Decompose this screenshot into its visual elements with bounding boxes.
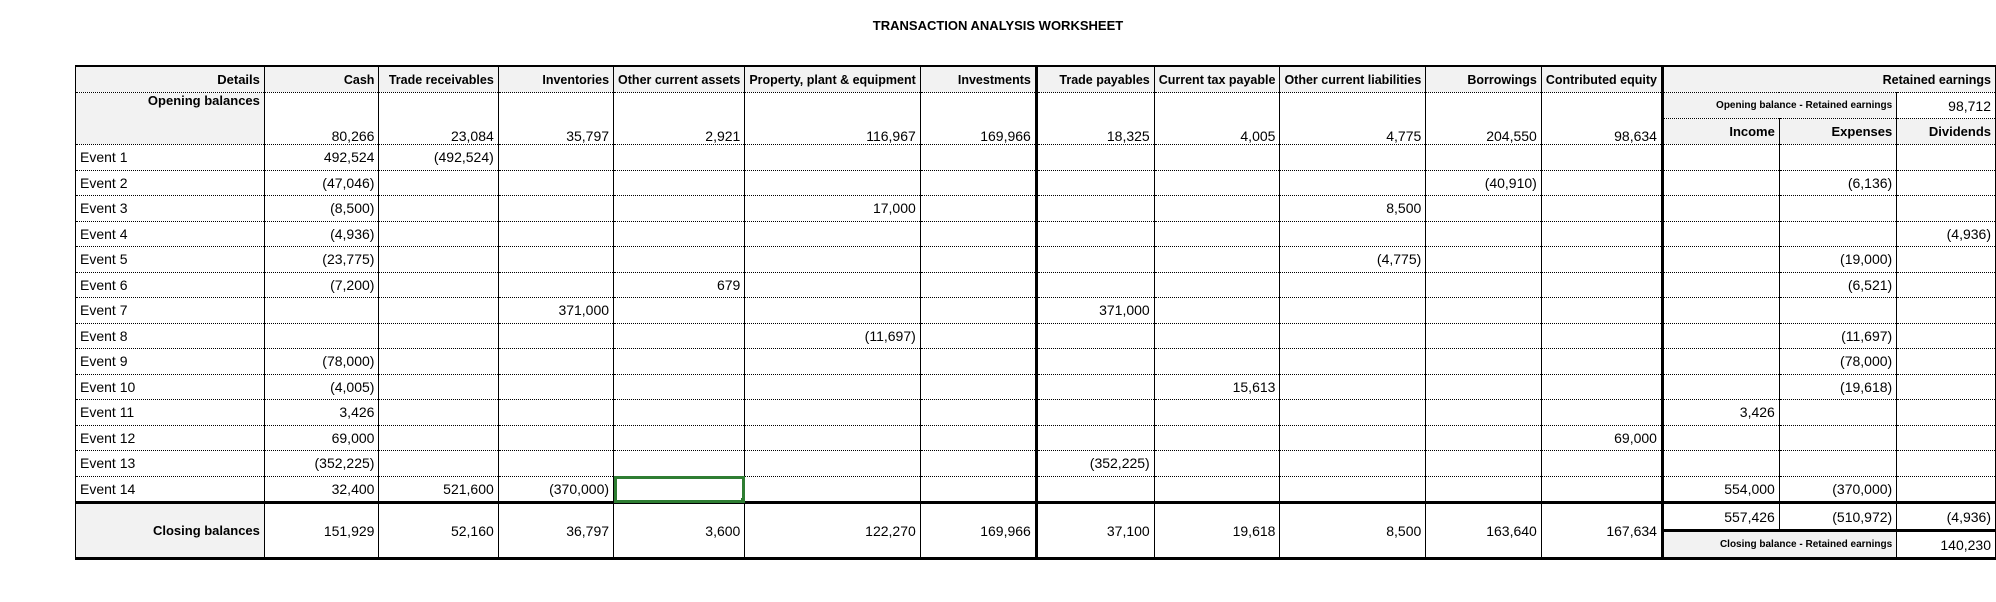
- event-cell[interactable]: [1154, 170, 1280, 196]
- event-cell[interactable]: (78,000): [1779, 349, 1896, 375]
- event-cell[interactable]: (370,000): [1779, 476, 1896, 503]
- event-cell[interactable]: [745, 298, 920, 324]
- header-column[interactable]: Trade payables: [1036, 66, 1154, 93]
- table-row: [76, 323, 1996, 349]
- event-cell[interactable]: [379, 247, 498, 273]
- event-cell[interactable]: [498, 170, 613, 196]
- event-cell[interactable]: [1662, 349, 1779, 375]
- retained-sub-header[interactable]: Dividends: [1897, 119, 1996, 145]
- closing-re-label[interactable]: Closing balance - Retained earnings: [1662, 531, 1896, 559]
- opening-value[interactable]: 35,797: [498, 93, 613, 145]
- event-cell[interactable]: (6,136): [1779, 170, 1896, 196]
- event-label[interactable]: Event 6: [76, 272, 265, 298]
- worksheet-title: TRANSACTION ANALYSIS WORKSHEET: [872, 18, 1124, 33]
- event-cell[interactable]: [1280, 221, 1426, 247]
- closing-value[interactable]: 36,797: [498, 503, 613, 559]
- header-column[interactable]: Cash: [264, 66, 379, 93]
- event-cell[interactable]: 554,000: [1662, 476, 1779, 503]
- event-cell[interactable]: [920, 221, 1036, 247]
- event-cell[interactable]: [1541, 400, 1662, 426]
- event-cell[interactable]: [614, 145, 745, 171]
- event-cell[interactable]: [745, 374, 920, 400]
- event-cell[interactable]: [1154, 145, 1280, 171]
- event-cell[interactable]: [1779, 425, 1896, 451]
- event-cell[interactable]: [920, 451, 1036, 477]
- event-cell[interactable]: [614, 349, 745, 375]
- event-label[interactable]: Event 10: [76, 374, 265, 400]
- event-cell[interactable]: [1541, 374, 1662, 400]
- header-details[interactable]: Details: [76, 66, 265, 93]
- event-cell[interactable]: [745, 145, 920, 171]
- header-column[interactable]: Other current assets: [614, 66, 745, 93]
- opening-value[interactable]: 204,550: [1426, 93, 1542, 145]
- header-column[interactable]: Other current liabilities: [1280, 66, 1426, 93]
- event-cell[interactable]: (352,225): [264, 451, 379, 477]
- event-cell[interactable]: [1036, 323, 1154, 349]
- event-cell[interactable]: [920, 374, 1036, 400]
- table-row: [76, 349, 1996, 375]
- table-row: [76, 476, 1996, 503]
- event-cell[interactable]: [745, 221, 920, 247]
- event-cell[interactable]: [745, 451, 920, 477]
- event-cell[interactable]: [920, 476, 1036, 503]
- event-cell[interactable]: [1036, 196, 1154, 222]
- event-cell[interactable]: [498, 221, 613, 247]
- event-cell[interactable]: [1280, 272, 1426, 298]
- event-cell[interactable]: [1662, 425, 1779, 451]
- event-cell[interactable]: [1154, 323, 1280, 349]
- event-cell[interactable]: [379, 374, 498, 400]
- event-cell[interactable]: [1662, 323, 1779, 349]
- event-cell[interactable]: [1280, 400, 1426, 426]
- event-cell[interactable]: [1541, 272, 1662, 298]
- event-cell[interactable]: [1426, 349, 1542, 375]
- event-cell[interactable]: 8,500: [1280, 196, 1426, 222]
- event-cell[interactable]: [1662, 272, 1779, 298]
- table-row: [76, 425, 1996, 451]
- event-cell[interactable]: (4,936): [264, 221, 379, 247]
- event-cell[interactable]: [1036, 145, 1154, 171]
- event-cell[interactable]: [379, 170, 498, 196]
- event-cell[interactable]: [1897, 349, 1996, 375]
- event-cell[interactable]: [1426, 476, 1542, 503]
- retained-total[interactable]: (510,972): [1779, 503, 1896, 531]
- event-cell[interactable]: [1426, 298, 1542, 324]
- event-cell[interactable]: [614, 323, 745, 349]
- event-label[interactable]: Event 7: [76, 298, 265, 324]
- event-cell[interactable]: [1897, 145, 1996, 171]
- event-cell[interactable]: [1036, 170, 1154, 196]
- header-column[interactable]: Investments: [920, 66, 1036, 93]
- event-cell[interactable]: [920, 349, 1036, 375]
- event-cell[interactable]: [614, 374, 745, 400]
- table-row: [76, 247, 1996, 273]
- closing-value[interactable]: 151,929: [264, 503, 379, 559]
- header-column[interactable]: Current tax payable: [1154, 66, 1280, 93]
- closing-value[interactable]: 52,160: [379, 503, 498, 559]
- event-cell[interactable]: [745, 476, 920, 503]
- event-cell[interactable]: [1897, 374, 1996, 400]
- event-cell[interactable]: [920, 323, 1036, 349]
- closing-balances-label[interactable]: Closing balances: [76, 503, 265, 559]
- event-cell[interactable]: [1154, 196, 1280, 222]
- event-cell[interactable]: [379, 400, 498, 426]
- retained-total[interactable]: (4,936): [1897, 503, 1996, 531]
- closing-value[interactable]: 3,600: [614, 503, 745, 559]
- event-label[interactable]: Event 9: [76, 349, 265, 375]
- event-label[interactable]: Event 4: [76, 221, 265, 247]
- event-cell[interactable]: [498, 349, 613, 375]
- event-cell[interactable]: [379, 349, 498, 375]
- event-label[interactable]: Event 2: [76, 170, 265, 196]
- event-cell[interactable]: [1779, 221, 1896, 247]
- event-label[interactable]: Event 8: [76, 323, 265, 349]
- event-cell[interactable]: [1897, 476, 1996, 503]
- event-cell[interactable]: [1779, 298, 1896, 324]
- event-cell[interactable]: [1541, 323, 1662, 349]
- event-cell[interactable]: [1426, 400, 1542, 426]
- event-cell[interactable]: [1154, 476, 1280, 503]
- event-cell[interactable]: (40,910): [1426, 170, 1542, 196]
- event-label[interactable]: Event 3: [76, 196, 265, 222]
- event-cell[interactable]: [1541, 451, 1662, 477]
- event-cell[interactable]: [614, 400, 745, 426]
- event-cell[interactable]: 15,613: [1154, 374, 1280, 400]
- event-cell[interactable]: (23,775): [264, 247, 379, 273]
- event-cell[interactable]: (370,000): [498, 476, 613, 503]
- event-cell[interactable]: [745, 400, 920, 426]
- event-cell[interactable]: [1426, 145, 1542, 171]
- event-cell[interactable]: [920, 272, 1036, 298]
- table-row: [76, 221, 1996, 247]
- event-cell[interactable]: [920, 298, 1036, 324]
- event-cell[interactable]: [1036, 247, 1154, 273]
- event-cell[interactable]: (4,005): [264, 374, 379, 400]
- event-cell[interactable]: [1280, 425, 1426, 451]
- event-cell[interactable]: [1897, 272, 1996, 298]
- event-cell[interactable]: (4,936): [1897, 221, 1996, 247]
- event-cell[interactable]: [920, 145, 1036, 171]
- event-cell[interactable]: [614, 247, 745, 273]
- event-cell[interactable]: [379, 298, 498, 324]
- closing-value[interactable]: 8,500: [1280, 503, 1426, 559]
- event-cell[interactable]: 521,600: [379, 476, 498, 503]
- event-cell[interactable]: [614, 476, 745, 503]
- event-cell[interactable]: [745, 247, 920, 273]
- event-cell[interactable]: 69,000: [264, 425, 379, 451]
- event-label[interactable]: Event 13: [76, 451, 265, 477]
- opening-value[interactable]: 23,084: [379, 93, 498, 145]
- header-column[interactable]: Property, plant & equipment: [745, 66, 920, 93]
- event-cell[interactable]: [1897, 400, 1996, 426]
- closing-value[interactable]: 19,618: [1154, 503, 1280, 559]
- table-row: [76, 400, 1996, 426]
- event-cell[interactable]: [379, 451, 498, 477]
- opening-re-value[interactable]: 98,712: [1897, 93, 1996, 119]
- opening-value[interactable]: 116,967: [745, 93, 920, 145]
- event-label[interactable]: Event 12: [76, 425, 265, 451]
- event-cell[interactable]: (8,500): [264, 196, 379, 222]
- event-cell[interactable]: [1662, 170, 1779, 196]
- retained-sub-header[interactable]: Expenses: [1779, 119, 1896, 145]
- event-cell[interactable]: 69,000: [1541, 425, 1662, 451]
- event-cell[interactable]: [1541, 349, 1662, 375]
- event-cell[interactable]: [1426, 323, 1542, 349]
- event-cell[interactable]: [745, 349, 920, 375]
- closing-value[interactable]: 167,634: [1541, 503, 1662, 559]
- header-column[interactable]: Trade receivables: [379, 66, 498, 93]
- event-cell[interactable]: [1280, 374, 1426, 400]
- event-cell[interactable]: [1036, 374, 1154, 400]
- event-cell[interactable]: [1897, 196, 1996, 222]
- event-cell[interactable]: (4,775): [1280, 247, 1426, 273]
- event-cell[interactable]: [1154, 451, 1280, 477]
- event-label[interactable]: Event 14: [76, 476, 265, 503]
- event-cell[interactable]: [1662, 374, 1779, 400]
- event-cell[interactable]: [1779, 145, 1896, 171]
- header-column[interactable]: Contributed equity: [1541, 66, 1662, 93]
- event-cell[interactable]: [920, 170, 1036, 196]
- event-cell[interactable]: [614, 298, 745, 324]
- event-cell[interactable]: [1426, 247, 1542, 273]
- event-cell[interactable]: 3,426: [1662, 400, 1779, 426]
- event-cell[interactable]: 371,000: [1036, 298, 1154, 324]
- event-cell[interactable]: (47,046): [264, 170, 379, 196]
- event-cell[interactable]: [920, 425, 1036, 451]
- event-label[interactable]: Event 1: [76, 145, 265, 171]
- event-cell[interactable]: [1541, 247, 1662, 273]
- event-cell[interactable]: [379, 272, 498, 298]
- event-cell[interactable]: [379, 221, 498, 247]
- event-cell[interactable]: [1426, 374, 1542, 400]
- event-label[interactable]: Event 5: [76, 247, 265, 273]
- event-cell[interactable]: [1897, 247, 1996, 273]
- header-column[interactable]: Borrowings: [1426, 66, 1542, 93]
- table-row: [76, 196, 1996, 222]
- event-cell[interactable]: [614, 451, 745, 477]
- event-cell[interactable]: [1280, 298, 1426, 324]
- closing-value[interactable]: 37,100: [1036, 503, 1154, 559]
- event-cell[interactable]: 679: [614, 272, 745, 298]
- event-cell[interactable]: [379, 425, 498, 451]
- event-label[interactable]: Event 11: [76, 400, 265, 426]
- event-cell[interactable]: [920, 247, 1036, 273]
- event-cell[interactable]: [1036, 349, 1154, 375]
- event-cell[interactable]: [1426, 221, 1542, 247]
- event-cell[interactable]: [1779, 400, 1896, 426]
- table-row: [76, 298, 1996, 324]
- event-cell[interactable]: [1036, 425, 1154, 451]
- event-cell[interactable]: [1897, 451, 1996, 477]
- event-cell[interactable]: [1426, 451, 1542, 477]
- event-cell[interactable]: [1280, 170, 1426, 196]
- event-cell[interactable]: [1541, 298, 1662, 324]
- event-cell[interactable]: 3,426: [264, 400, 379, 426]
- closing-value[interactable]: 163,640: [1426, 503, 1542, 559]
- event-cell[interactable]: [1154, 400, 1280, 426]
- event-cell[interactable]: [1280, 349, 1426, 375]
- event-cell[interactable]: [498, 272, 613, 298]
- event-cell[interactable]: [1280, 451, 1426, 477]
- event-cell[interactable]: [1154, 425, 1280, 451]
- retained-sub-header[interactable]: Income: [1662, 119, 1779, 145]
- event-cell[interactable]: [264, 298, 379, 324]
- event-cell[interactable]: [745, 272, 920, 298]
- event-cell[interactable]: [498, 425, 613, 451]
- closing-re-value[interactable]: 140,230: [1897, 531, 1996, 559]
- event-cell[interactable]: [498, 400, 613, 426]
- opening-value[interactable]: 4,005: [1154, 93, 1280, 145]
- event-cell[interactable]: (492,524): [379, 145, 498, 171]
- event-cell[interactable]: [1036, 400, 1154, 426]
- event-cell[interactable]: [1662, 145, 1779, 171]
- event-cell[interactable]: [1426, 425, 1542, 451]
- event-cell[interactable]: (352,225): [1036, 451, 1154, 477]
- event-cell[interactable]: [379, 196, 498, 222]
- event-cell[interactable]: [1541, 170, 1662, 196]
- event-cell[interactable]: [498, 145, 613, 171]
- event-cell[interactable]: [379, 323, 498, 349]
- event-cell[interactable]: [745, 170, 920, 196]
- event-cell[interactable]: [1154, 247, 1280, 273]
- event-cell[interactable]: [614, 221, 745, 247]
- event-cell[interactable]: 17,000: [745, 196, 920, 222]
- opening-value[interactable]: 169,966: [920, 93, 1036, 145]
- event-cell[interactable]: [614, 425, 745, 451]
- table-row: [76, 145, 1996, 171]
- event-cell[interactable]: [1426, 196, 1542, 222]
- event-cell[interactable]: (78,000): [264, 349, 379, 375]
- event-cell[interactable]: [1541, 221, 1662, 247]
- event-cell[interactable]: [1154, 272, 1280, 298]
- event-cell[interactable]: [498, 196, 613, 222]
- closing-value[interactable]: 169,966: [920, 503, 1036, 559]
- event-cell[interactable]: [1280, 323, 1426, 349]
- table-row: [76, 374, 1996, 400]
- event-cell[interactable]: [1154, 221, 1280, 247]
- event-cell[interactable]: [1541, 476, 1662, 503]
- opening-value[interactable]: 18,325: [1036, 93, 1154, 145]
- event-cell[interactable]: [1280, 476, 1426, 503]
- event-cell[interactable]: [1897, 298, 1996, 324]
- event-cell[interactable]: 492,524: [264, 145, 379, 171]
- event-cell[interactable]: [1154, 349, 1280, 375]
- retained-total[interactable]: 557,426: [1662, 503, 1779, 531]
- closing-value[interactable]: 122,270: [745, 503, 920, 559]
- event-cell[interactable]: [1541, 196, 1662, 222]
- header-column[interactable]: Inventories: [498, 66, 613, 93]
- opening-value[interactable]: 98,634: [1541, 93, 1662, 145]
- opening-value[interactable]: 2,921: [614, 93, 745, 145]
- table-row: [76, 451, 1996, 477]
- opening-value[interactable]: 80,266: [264, 93, 379, 145]
- event-cell[interactable]: [498, 247, 613, 273]
- event-cell[interactable]: 32,400: [264, 476, 379, 503]
- event-cell[interactable]: [920, 400, 1036, 426]
- event-cell[interactable]: [920, 196, 1036, 222]
- event-cell[interactable]: (11,697): [745, 323, 920, 349]
- header-retained-earnings[interactable]: Retained earnings: [1662, 66, 1995, 93]
- table-row: [76, 170, 1996, 196]
- event-cell[interactable]: [1036, 476, 1154, 503]
- table-row: [76, 272, 1996, 298]
- event-cell[interactable]: [1662, 221, 1779, 247]
- event-cell[interactable]: [1036, 221, 1154, 247]
- transaction-worksheet-table: [75, 65, 1996, 560]
- event-cell[interactable]: [1897, 425, 1996, 451]
- event-cell[interactable]: (7,200): [264, 272, 379, 298]
- event-cell[interactable]: [1426, 272, 1542, 298]
- event-cell[interactable]: [1897, 170, 1996, 196]
- opening-re-label[interactable]: Opening balance - Retained earnings: [1662, 93, 1896, 119]
- event-cell[interactable]: (11,697): [1779, 323, 1896, 349]
- event-cell[interactable]: [1779, 196, 1896, 222]
- event-cell[interactable]: (6,521): [1779, 272, 1896, 298]
- event-cell[interactable]: [745, 425, 920, 451]
- event-cell[interactable]: [498, 451, 613, 477]
- event-cell[interactable]: [1662, 196, 1779, 222]
- event-cell[interactable]: (19,000): [1779, 247, 1896, 273]
- opening-value[interactable]: 4,775: [1280, 93, 1426, 145]
- event-cell[interactable]: [1036, 272, 1154, 298]
- event-cell[interactable]: [498, 374, 613, 400]
- event-cell[interactable]: [498, 323, 613, 349]
- event-cell[interactable]: [614, 170, 745, 196]
- event-cell[interactable]: [1541, 145, 1662, 171]
- event-cell[interactable]: [264, 323, 379, 349]
- event-cell[interactable]: [1662, 298, 1779, 324]
- event-cell[interactable]: 371,000: [498, 298, 613, 324]
- event-cell[interactable]: [1662, 247, 1779, 273]
- event-cell[interactable]: [1280, 145, 1426, 171]
- event-cell[interactable]: [1662, 451, 1779, 477]
- event-cell[interactable]: [1154, 298, 1280, 324]
- opening-balances-label[interactable]: Opening balances: [76, 93, 265, 145]
- event-cell[interactable]: [614, 196, 745, 222]
- event-cell[interactable]: (19,618): [1779, 374, 1896, 400]
- event-cell[interactable]: [1897, 323, 1996, 349]
- event-cell[interactable]: [1779, 451, 1896, 477]
